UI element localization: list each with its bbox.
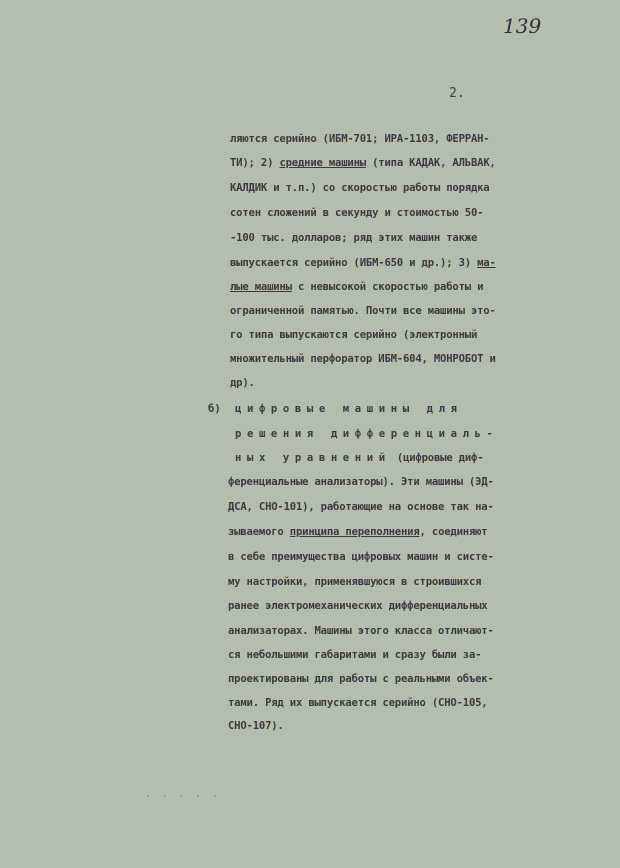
text-line: ДСА, СНО-101), работающие на основе так на- xyxy=(228,501,494,513)
text-line: -100 тыс. долларов; ряд этих машин также xyxy=(230,232,478,244)
text-line: тами. Ряд их выпускается серийно (СНО-105, xyxy=(228,697,488,709)
text-line: ных уравнений (цифровые диф- xyxy=(235,452,484,464)
text-line: проектированы для работы с реальными объек- xyxy=(228,673,494,685)
text-line: лые машины с невысокой скоростью работы и xyxy=(230,281,484,293)
text-line: СНО-107). xyxy=(228,720,284,732)
text-line: КАЛДИК и т.п.) со скоростью работы порядка xyxy=(230,182,490,194)
underlined-term: лые машины xyxy=(230,281,292,293)
text-line: в себе преимущества цифровых машин и систе- xyxy=(228,551,494,563)
text-line: сотен сложений в секунду и стоимостью 50- xyxy=(230,207,484,219)
text-line: выпускается серийно (ИБМ-650 и др.); 3) ма- xyxy=(230,257,496,269)
text-line: му настройки, применявшуюся в строившихся xyxy=(228,576,482,588)
underlined-term: ма- xyxy=(477,257,496,269)
text-line: ранее электромеханических дифференциальных xyxy=(228,600,488,612)
page-number: 2. xyxy=(449,86,465,101)
underlined-term: средние машины xyxy=(279,157,366,169)
list-marker: б) xyxy=(208,403,221,415)
text-line: зываемого принципа переполнения, соединяют xyxy=(228,526,488,538)
text-line: го типа выпускаются серийно (электронный xyxy=(230,329,478,341)
underlined-term: принципа переполнения xyxy=(289,526,420,538)
folio-number: 139 xyxy=(503,14,542,38)
text-line: ференциальные анализаторы). Эти машины (ЭД- xyxy=(228,476,494,488)
stray-marks: . . . . . xyxy=(145,790,221,800)
text-line: решения дифференциаль- xyxy=(235,428,499,440)
text-line: цифровые машины для xyxy=(235,403,463,415)
text-line: ТИ); 2) средние машины (типа КАДАК, АЛЬВАК, xyxy=(230,157,496,169)
text-line: ограниченной памятью. Почти все машины это- xyxy=(230,305,496,317)
text-line: ся небольшими габаритами и сразу были за- xyxy=(228,649,482,661)
text-line: множительный перфоратор ИБМ-604, МОНРОБОТ и xyxy=(230,353,496,365)
text-line: анализаторах. Машины этого класса отличают- xyxy=(228,625,494,637)
text-line: др). xyxy=(230,377,255,389)
text-line: ляются серийно (ИБМ-701; ИРА-1103, ФЕРРАН- xyxy=(230,133,490,145)
